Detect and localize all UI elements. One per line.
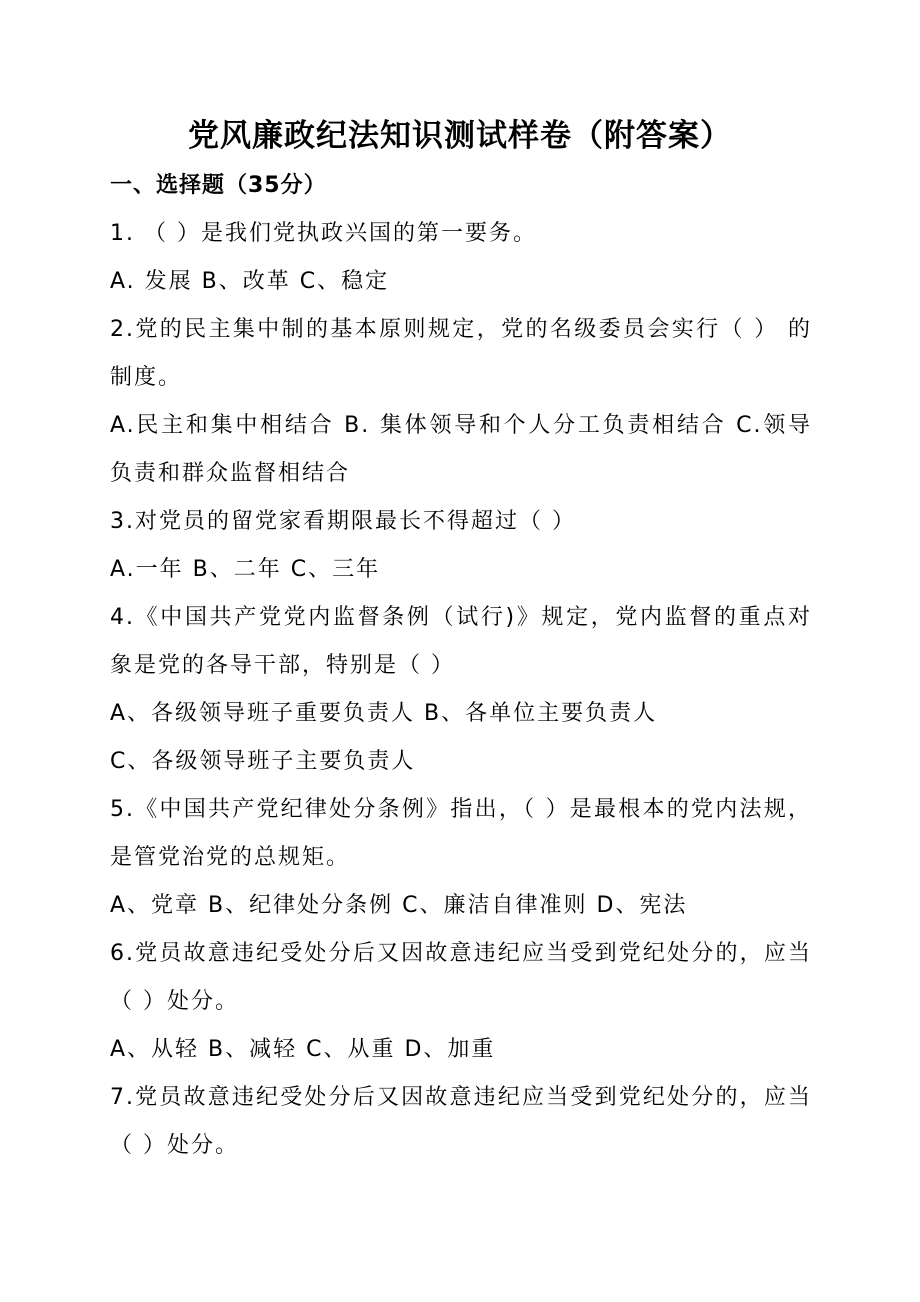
- question-7: 7.党员故意违纪受处分后又因故意违纪应当受到党纪处分的，应当: [110, 1085, 812, 1110]
- question-6-options: A、从轻 B、减轻 C、从重 D、加重: [110, 1037, 496, 1062]
- question-6: 6.党员故意违纪受处分后又因故意违纪应当受到党纪处分的，应当: [110, 941, 812, 966]
- question-2-options-continued: 负责和群众监督相结合: [110, 461, 351, 486]
- question-2-options: A.民主和集中相结合 B. 集体领导和个人分工负责相结合 C.领导: [110, 413, 812, 438]
- question-4-options: A、各级领导班子重要负责人 B、各单位主要负责人: [110, 701, 658, 726]
- question-2-continued: 制度。: [110, 365, 183, 390]
- section-heading: 一、选择题（35分）: [110, 173, 327, 198]
- question-1-options: A. 发展 B、改革 C、稳定: [110, 269, 390, 294]
- question-4: 4.《中国共产党党内监督条例（试行)》规定，党内监督的重点对: [110, 605, 812, 630]
- document-title: 党风廉政纪法知识测试样卷（附答案）: [188, 118, 732, 154]
- question-2: 2.党的民主集中制的基本原则规定，党的名级委员会实行（ ） 的: [110, 317, 812, 342]
- question-5-options: A、党章 B、纪律处分条例 C、廉洁自律准则 D、宪法: [110, 893, 688, 918]
- question-5: 5.《中国共产党纪律处分条例》指出，（ ）是最根本的党内法规，: [110, 797, 812, 822]
- question-6-continued: （ ）处分。: [110, 989, 239, 1014]
- question-3: 3.对党员的留党家看期限最长不得超过（ ）: [110, 509, 576, 534]
- question-7-continued: （ ）处分。: [110, 1133, 239, 1158]
- question-4-continued: 象是党的各导干部，特别是（ ）: [110, 653, 455, 678]
- question-4-options-continued: C、各级领导班子主要负责人: [110, 749, 416, 774]
- question-1: 1. （ ）是我们党执政兴国的第一要务。: [110, 221, 537, 246]
- question-5-continued: 是管党治党的总规矩。: [110, 845, 351, 870]
- question-3-options: A.一年 B、二年 C、三年: [110, 557, 381, 582]
